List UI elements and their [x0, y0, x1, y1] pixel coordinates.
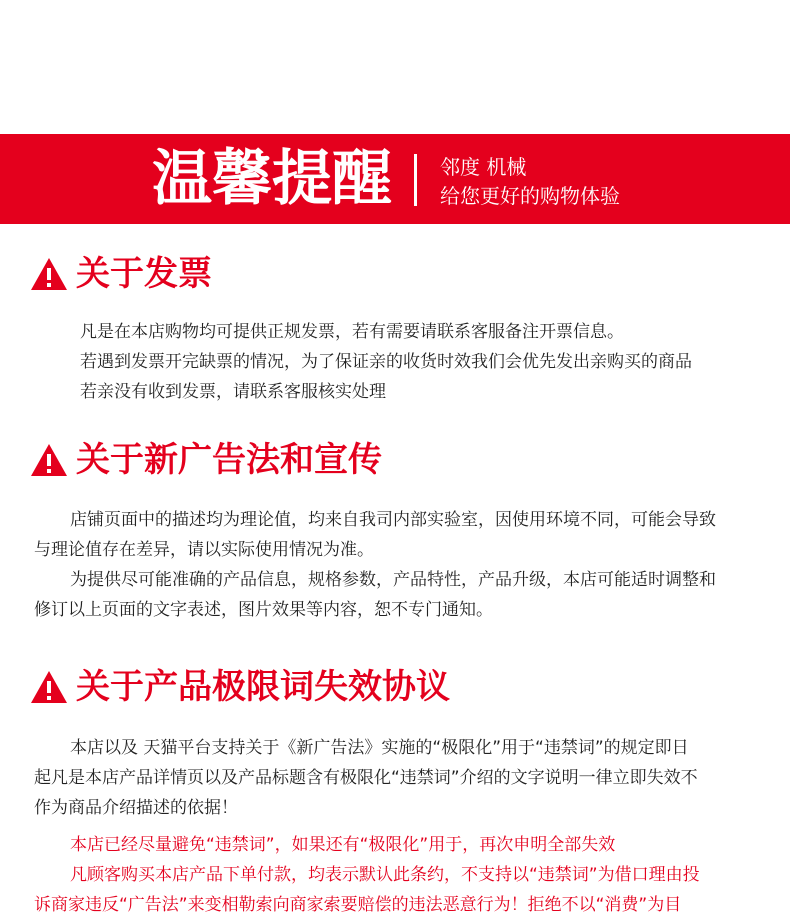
section-heading-ad-law	[30, 438, 382, 482]
banner-slogan: 给您更好的购物体验	[440, 184, 620, 208]
paragraph-line: 修订以上页面的文字表述，图片效果等内容，恕不专门通知。	[34, 600, 493, 620]
notice-banner	[0, 134, 790, 224]
section-title: 关于新广告法和宣传	[76, 440, 382, 480]
section-title: 关于发票	[76, 254, 212, 294]
warning-line: 本店已经尽量避免“违禁词”，如果还有“极限化”用于，再次申明全部失效	[70, 835, 616, 855]
warning-triangle-icon	[30, 670, 68, 704]
banner-title: 温馨提醒	[152, 144, 392, 214]
section-title: 关于产品极限词失效协议	[76, 667, 450, 707]
warning-line: 凡顾客购买本店产品下单付款，均表示默认此条约，不支持以“违禁词”为借口理由投	[70, 865, 700, 885]
section-heading-invoice	[30, 252, 212, 296]
section-heading-extreme-words	[30, 665, 450, 709]
paragraph-line: 凡是在本店购物均可提供正规发票，若有需要请联系客服备注开票信息。	[80, 322, 624, 342]
banner-store-name: 邻度 机械	[440, 155, 527, 179]
paragraph-line: 作为商品介绍描述的依据！	[34, 798, 238, 818]
warning-line: 诉商家违反“广告法”来变相勒索向商家索要赔偿的违法恶意行为！拒绝不以“消费”为目	[34, 895, 682, 915]
paragraph-line: 为提供尽可能准确的产品信息，规格参数，产品特性，产品升级，本店可能适时调整和	[70, 570, 716, 590]
paragraph-line: 若遇到发票开完缺票的情况，为了保证亲的收货时效我们会优先发出亲购买的商品	[80, 352, 692, 372]
paragraph-line: 本店以及 天猫平台支持关于《新广告法》实施的“极限化”用于“违禁词”的规定即日	[70, 738, 689, 758]
paragraph-line: 若亲没有收到发票，请联系客服核实处理	[80, 382, 386, 402]
warning-triangle-icon	[30, 257, 68, 291]
paragraph-line: 与理论值存在差异，请以实际使用情况为准。	[34, 540, 374, 560]
paragraph-line: 店铺页面中的描述均为理论值，均来自我司内部实验室，因使用环境不同，可能会导致	[70, 510, 716, 530]
banner-divider	[414, 154, 417, 206]
warning-triangle-icon	[30, 443, 68, 477]
paragraph-line: 起凡是本店产品详情页以及产品标题含有极限化“违禁词”介绍的文字说明一律立即失效不	[34, 768, 698, 788]
